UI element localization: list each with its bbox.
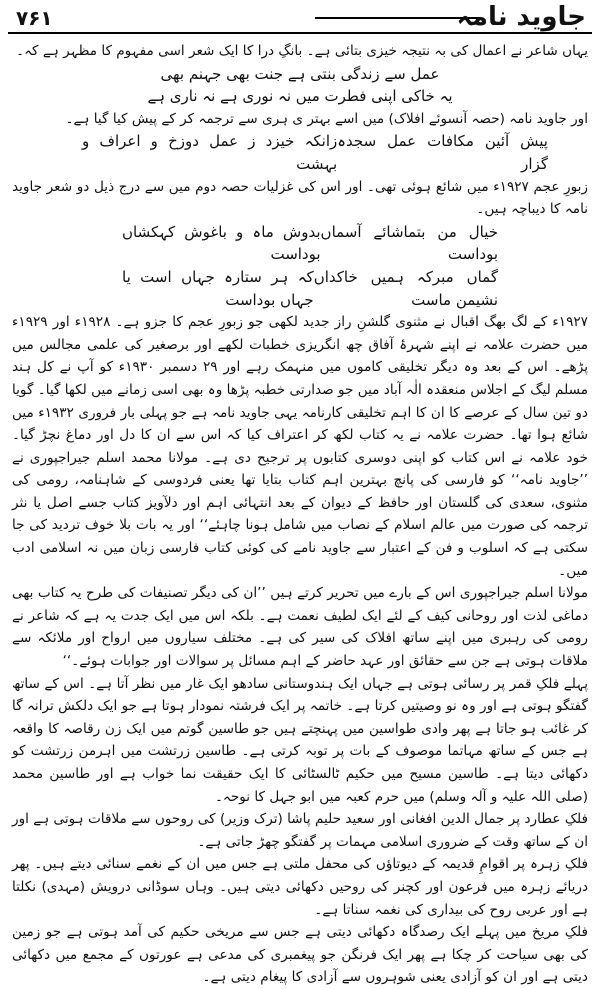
paragraph-history: ۱۹۲۷ء کے لگ بھگ اقبال نے مثنوی گلشنِ راز جدید لکھی جو زبورِ عجم کا جزو ہے۔ ۱۹۲۸ء اور ۱۹۲۹ء میں حضرت علامہ نے اپنے شہرۂ آفاق چھ انگریزی خطبات لکھے اور برصغیر کی علمی مجالس میں پڑھے۔ اس کے بعد وہ دیگر تخلیقی کاموں میں منہمک رہے اور ۲۹ دسمبر ۱۹۳۰ء کو آپ نے کل ہند مسلم لیگ کے اجلاس منعقدہ الٰہ آباد میں جو صدارتی خطبہ پڑھا وہ بھی اسی زمانے میں لکھا گیا۔ گویا دو تین سال کے عرصے کا ان کا اہم تخلیقی کارنامہ یہی جاوید نامہ ہے جو پہلی بار فروری ۱۹۳۲ء میں شائع ہوا تھا۔ حضرت علامہ نے یہ کتاب لکھ کر اعتراف کیا کہ اس سے ان کا دل اور دماغ نچڑ گیا۔ خود علامہ نے اس کتاب کو اپنی دوسری کتابوں پر ترجیح دی ہے۔ مولانا محمد اسلم جیراجپوری نے ’’جاوید نامہ‘‘ کو فارسی کی پانچ بہترین اہم کتاب بتایا تھا یعنی فردوسی کے شاہنامہ، رومی کی مثنوی، سعدی کی گلستان اور حافظ کے دیوان کے بعد انتہائی اہم اور دلآویز کتاب جسے اصل یا نثر ترجمہ کی صورت میں عالم اسلام کے نصاب میں شامل ہونا چاہئے‘‘ اور یہ بات بلا خوف تردید کی جا سکتی ہے کہ اسلوب و فن کے اعتبار سے جاوید نامے کی کوئی کتاب فارسی زبان میں نہ اسلامی ادب میں۔ xyxy=(12,314,588,579)
paragraph-intro: یہاں شاعر نے اعمال کی بہ نتیجہ خیزی بتائی ہے۔ بانگِ درا کا ایک شعر اسی مفہوم کا مظہر ہے کہ۔ xyxy=(16,43,588,59)
persian-couplet-3 xyxy=(12,266,588,311)
couplet-line: بدوش ماہ و باغوش کہکشاں بوداست xyxy=(122,222,321,264)
couplet-line: کہ ہر ستارہ جہاں است یا جہاں بوداست xyxy=(122,267,314,309)
persian-couplet-2 xyxy=(12,221,588,266)
couplet-line: گماں مبرکہ ہمیں خاکداں نشیمن ماست xyxy=(313,267,498,309)
paragraph-zabur: زبورِ عجم ۱۹۲۷ء میں شائع ہوئی تھی۔ اور اس کی غزلیات حصہ دوم میں سے درج ذیل دو شعر جاوید نامہ کا دیباچہ ہیں۔ xyxy=(12,178,588,218)
page-body xyxy=(12,40,588,989)
title-rule xyxy=(315,17,480,19)
paragraph-mercury: فلکِ عطارد پر جمال الدین افغانی اور سعید حلیم پاشا (ترک وزیر) کی روحوں سے ملاقات ہوتی ہے اور ان کے ساتھ وقت کے ضروری اسلامی مہمات پر گفتگو چھڑ جاتی ہے۔ xyxy=(12,811,588,850)
verse-line-1: عمل سے زندگی بنتی ہے جنت بھی جہنم بھی xyxy=(160,64,440,83)
paragraph-javid-nama-note: اور جاوید نامہ (حصہ آنسوئے افلاک) میں اسے بہتر ی ہری سے ترجمہ کر کے پیش کیا گیا ہے۔ xyxy=(65,110,588,127)
couplet-line: خیال من بتماشائے آسماں بوداست xyxy=(320,222,498,264)
paragraph-venus: فلکِ زہرہ پر اقوامِ قدیمہ کے دیوتاؤں کی محفل ملتی ہے جس میں ان کے نغمے سنائی دیتے ہیں۔ پھر دریائے زہرہ میں فرعون اور کچنر کی روحیں دکھائی دیتی ہیں۔ وہاں سوڈانی درویش (مہدی) نکلتا ہے اور عربی روح کی بیداری کی نغمہ سناتا ہے۔ xyxy=(12,856,588,918)
verse-line-2: یہ خاکی اپنی فطرت میں نہ نوری ہے نہ ناری ہے xyxy=(147,87,453,106)
book-title: جاوید نامہ xyxy=(456,2,586,32)
page-number: ۷۶۱ xyxy=(16,6,53,30)
paragraph-jairajpuri: مولانا اسلم جیراجپوری اس کے بارے میں تحریر کرتے ہیں ’’ان کی دیگر تصنیفات کی طرح یہ کتاب بھی دماغی لذت اور روحانی کیف کے لئے ایک لطیف نعمت ہے۔ بلکہ اس میں ایک جدت یہ ہے کہ شاعر نے رومی کی رہبری میں اپنے ساتھ افلاک کی سیر کی ہے۔ مختلف سیاروں میں ارواح اور ملائکہ سے ملاقات ہوتی ہے جن سے حقائق اور عہد حاضر کے اہم مسائل پر سوالات اور جوابات ہوئے۔‘‘ xyxy=(12,585,588,670)
paragraph-mars: فلکِ مریخ میں پہلے ایک رصدگاہ دکھائی دیتی ہے جس سے مریخی حکیم کی آمد ہوتی ہے جو زمین کی بھی سیاحت کر چکا ہے پھر ایک فرنگن جو پیغمبری کی مدعی ہے عورتوں کے مجمع میں دکھائی دیتی ہے اور ان کو آزادی یعنی شوہروں سے آزادی کا پیغام دیتی ہے۔ xyxy=(12,924,588,986)
couplet-line: زانکہ خیزد ز عمل دوزخ و اعراف و بہشت xyxy=(82,132,338,173)
paragraph-moon: پہلے فلکِ قمر پر رسائی ہوتی ہے جہاں ایک ہندوستانی سادھو ایک غار میں نظر آتا ہے۔ اس کے ساتھ گفتگو ہوتی ہے اور وہ نو وصیتیں کرتا ہے۔ خاتمہ پر ایک فرشتہ نمودار ہوتا ہے جو ایک دلکش ترانہ گا کر غائب ہو جاتا ہے پھر وادی طواسین میں پہنچتے ہیں جو طاسین گوتم میں ایک زن رقاصہ کا واقعہ ہے جس کے ساتھ مہاتما موصوف کے بات پر توبہ کرتی ہے۔ طاسین زرتشت میں اہرمن زرتشت کو دکھائی دیتا ہے۔ طاسین مسیح میں حکیم ٹالسٹائی کا ایک حقیقت نما خواب ہے اور طاسین محمد (صلی اللہ علیہ و آلہ وسلم) میں حرم کعبہ میں ابو جہل کا نوحہ۔ xyxy=(12,675,588,805)
persian-couplet-1 xyxy=(12,130,588,175)
page-header xyxy=(8,4,592,34)
couplet-line: پیش آئین مکافات عمل سجدہ گزار xyxy=(337,132,548,173)
